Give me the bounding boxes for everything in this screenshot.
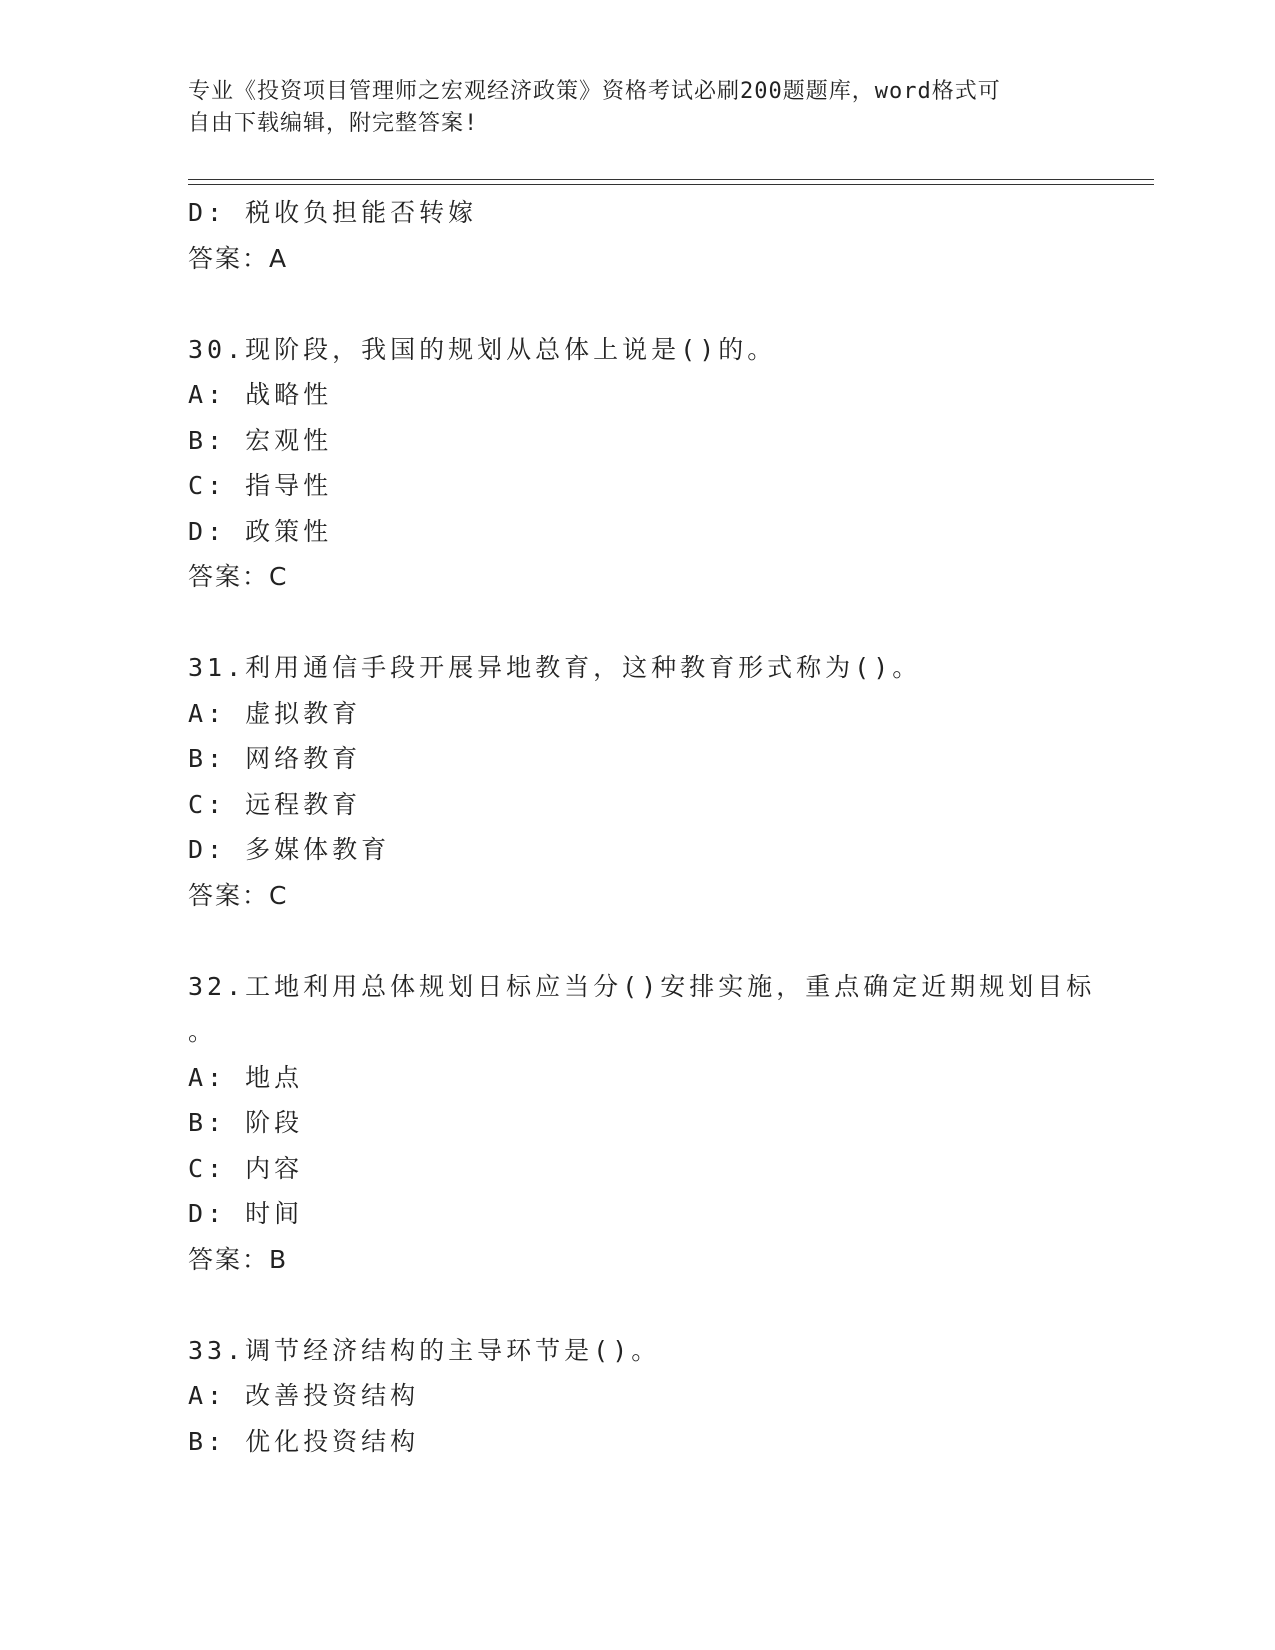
question-33 xyxy=(188,1328,1128,1465)
option-c: C: 远程教育 xyxy=(188,789,362,819)
answer: 答案：C xyxy=(188,880,289,910)
question-30 xyxy=(188,327,1128,600)
question-32 xyxy=(188,964,1128,1283)
header-rule-bottom xyxy=(188,184,1154,185)
spacer xyxy=(188,600,1128,646)
option-a: A: 战略性 xyxy=(188,380,333,409)
document-header xyxy=(188,76,1088,140)
spacer xyxy=(188,918,1128,964)
question-stem: 31.利用通信手段开展异地教育，这种教育形式称为()。 xyxy=(188,653,922,682)
question-stem-continuation: 。 xyxy=(188,1017,218,1046)
option-b: B: 阶段 xyxy=(188,1108,304,1137)
option-b: B: 宏观性 xyxy=(188,425,333,455)
question-stem: 32.工地利用总体规划日标应当分()安排实施，重点确定近期规划目标 xyxy=(188,971,1096,1001)
question-stem: 30.现阶段，我国的规划从总体上说是()的。 xyxy=(188,334,777,364)
option-b: B: 网络教育 xyxy=(188,744,362,773)
option-d: D: 税收负担能否转嫁 xyxy=(188,198,478,227)
question-stem: 33.调节经济结构的主导环节是()。 xyxy=(188,1335,661,1365)
question-31 xyxy=(188,645,1128,918)
option-c: C: 内容 xyxy=(188,1153,304,1183)
option-c: C: 指导性 xyxy=(188,471,333,500)
option-a: A: 改善投资结构 xyxy=(188,1381,420,1410)
header-line-2: 自由下载编辑，附完整答案! xyxy=(188,111,479,136)
answer: 答案：A xyxy=(188,243,289,273)
question-list xyxy=(188,190,1128,1464)
option-d: D: 多媒体教育 xyxy=(188,835,391,864)
option-a: A: 虚拟教育 xyxy=(188,698,362,728)
spacer xyxy=(188,281,1128,327)
option-b: B: 优化投资结构 xyxy=(188,1426,420,1456)
header-rule-top xyxy=(188,179,1154,180)
answer: 答案：C xyxy=(188,562,289,591)
answer: 答案：B xyxy=(188,1244,289,1274)
question-29-tail xyxy=(188,190,1128,281)
option-d: D: 时间 xyxy=(188,1199,304,1228)
option-a: A: 地点 xyxy=(188,1062,304,1092)
spacer xyxy=(188,1282,1128,1328)
header-line-1: 专业《投资项目管理师之宏观经济政策》资格考试必刷200题题库，word格式可 xyxy=(188,79,1001,104)
option-d: D: 政策性 xyxy=(188,516,333,546)
